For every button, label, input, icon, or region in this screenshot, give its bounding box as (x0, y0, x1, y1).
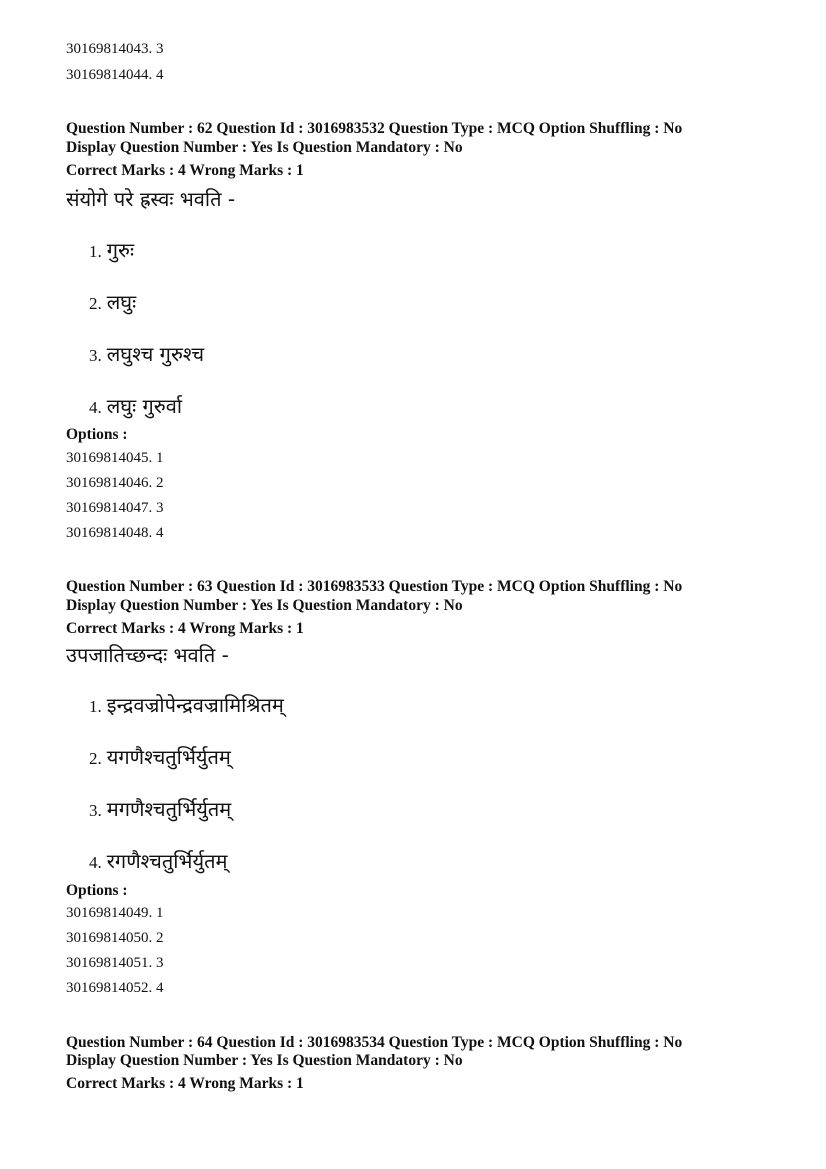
choice-text: मगणैश्चतुर्भिर्युतम् (106, 797, 232, 821)
option-line: 30169814050. 2 (66, 930, 164, 946)
choice-number: 4. (89, 398, 102, 417)
question-text: उपजातिच्छन्दः भवति - (66, 643, 229, 667)
answer-choice (89, 695, 284, 716)
choice-text: लघुश्च गुरुश्च (106, 342, 205, 366)
options-heading: Options : (66, 882, 128, 899)
answer-choice (89, 240, 134, 261)
choice-text: लघुः (106, 290, 137, 314)
choice-text: इन्द्रवज्रोपेन्द्रवज्रामिश्रितम् (106, 693, 284, 717)
option-line: 30169814048. 4 (66, 525, 164, 541)
question-meta-line1: Question Number : 63 Question Id : 3016983533 Question Type : MCQ Option Shuffling : No (66, 578, 683, 595)
question-meta-line1: Question Number : 62 Question Id : 3016983532 Question Type : MCQ Option Shuffling : No (66, 120, 683, 137)
option-value: 4 (156, 525, 164, 541)
choice-text: गुरुः (106, 238, 135, 262)
question-meta-line2: Display Question Number : Yes Is Question Mandatory : No (66, 139, 463, 156)
option-id: 30169814043 (66, 41, 149, 57)
option-id: 30169814044 (66, 67, 149, 83)
option-id: 30169814049 (66, 905, 149, 921)
choice-number: 1. (89, 697, 102, 716)
option-value: 4 (156, 980, 164, 996)
option-value: 2 (156, 930, 164, 946)
choice-number: 3. (89, 346, 102, 365)
option-id: 30169814048 (66, 525, 149, 541)
question-text: संयोगे परे ह्रस्वः भवति - (66, 187, 236, 211)
choice-text: यगणैश्चतुर्भिर्युतम् (106, 745, 231, 769)
choice-text: लघुः गुरुर्वा (106, 394, 183, 418)
option-line: 30169814047. 3 (66, 500, 164, 516)
answer-choice (89, 747, 231, 768)
answer-choice (89, 344, 204, 365)
option-line: 30169814052. 4 (66, 980, 164, 996)
choice-number: 2. (89, 749, 102, 768)
answer-choice (89, 799, 231, 820)
question-marks: Correct Marks : 4 Wrong Marks : 1 (66, 162, 304, 179)
choice-number: 1. (89, 242, 102, 261)
option-line: 30169814044. 4 (66, 67, 164, 83)
option-value: 1 (156, 905, 164, 921)
option-line: 30169814049. 1 (66, 905, 164, 921)
option-id: 30169814051 (66, 955, 149, 971)
option-line: 30169814045. 1 (66, 450, 164, 466)
option-value: 3 (156, 500, 164, 516)
question-marks: Correct Marks : 4 Wrong Marks : 1 (66, 1075, 304, 1092)
option-value: 2 (156, 475, 164, 491)
question-meta-line2: Display Question Number : Yes Is Question Mandatory : No (66, 1052, 463, 1069)
question-meta-line1: Question Number : 64 Question Id : 3016983534 Question Type : MCQ Option Shuffling : No (66, 1034, 683, 1051)
option-id: 30169814045 (66, 450, 149, 466)
option-id: 30169814050 (66, 930, 149, 946)
option-value: 1 (156, 450, 164, 466)
option-value: 3 (156, 41, 164, 57)
question-marks: Correct Marks : 4 Wrong Marks : 1 (66, 620, 304, 637)
options-heading: Options : (66, 426, 128, 443)
answer-choice (89, 851, 227, 872)
option-value: 4 (156, 67, 164, 83)
option-id: 30169814052 (66, 980, 149, 996)
option-id: 30169814046 (66, 475, 149, 491)
question-meta-line2: Display Question Number : Yes Is Question Mandatory : No (66, 597, 463, 614)
option-value: 3 (156, 955, 164, 971)
answer-choice (89, 396, 182, 417)
choice-text: रगणैश्चतुर्भिर्युतम् (106, 849, 228, 873)
choice-number: 2. (89, 294, 102, 313)
option-id: 30169814047 (66, 500, 149, 516)
choice-number: 3. (89, 801, 102, 820)
option-line: 30169814051. 3 (66, 955, 164, 971)
choice-number: 4. (89, 853, 102, 872)
option-line: 30169814046. 2 (66, 475, 164, 491)
answer-choice (89, 292, 136, 313)
option-line: 30169814043. 3 (66, 41, 164, 57)
